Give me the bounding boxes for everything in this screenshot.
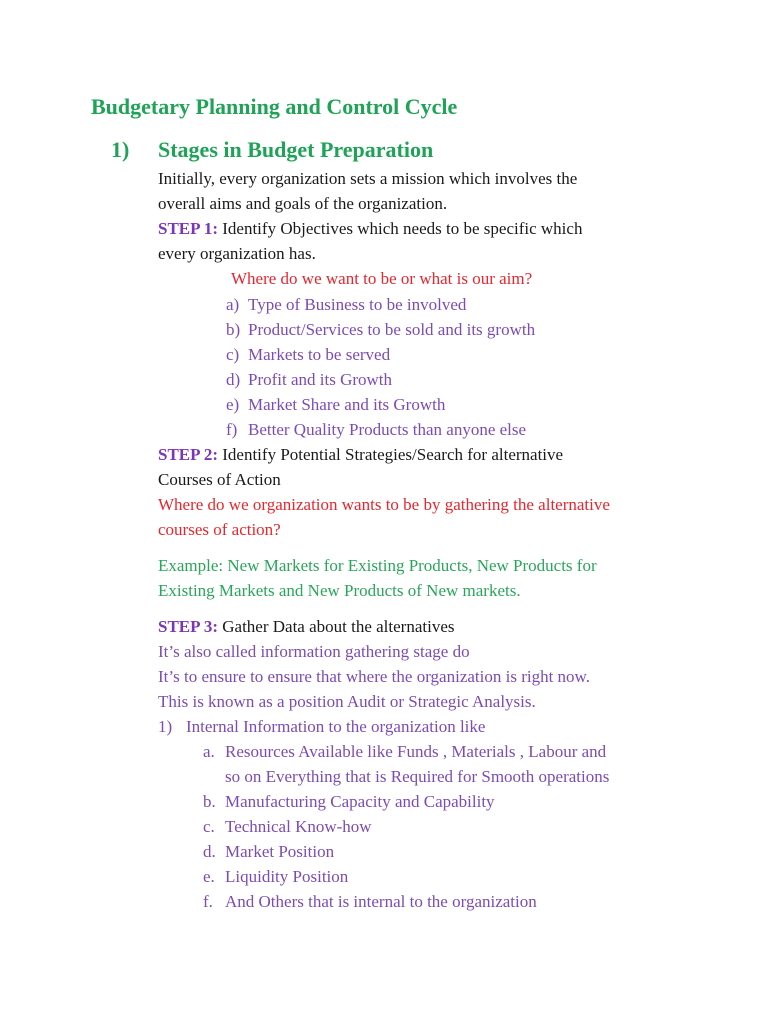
document-title: Budgetary Planning and Control Cycle <box>91 94 458 119</box>
list-marker: a. <box>203 742 215 761</box>
list-item <box>226 346 390 363</box>
step3-paragraph <box>158 618 454 635</box>
step2-label: STEP 2: <box>158 445 218 464</box>
step1-label: STEP 1: <box>158 219 218 238</box>
list-item <box>226 321 535 338</box>
list-marker: a) <box>226 295 240 314</box>
list-marker: b) <box>226 320 241 339</box>
list-item-text: Technical Know-how <box>225 817 372 836</box>
list-marker: f. <box>203 892 213 911</box>
list-item-text: Liquidity Position <box>225 867 349 886</box>
step3-note: This is known as a position Audit or Strategic Analysis. <box>158 692 536 711</box>
list-item-text: And Others that is internal to the organization <box>225 892 537 911</box>
step3-label: STEP 3: <box>158 617 218 636</box>
step3-note: It’s to ensure to ensure that where the organization is right now. <box>158 667 590 686</box>
internal-info-title: Internal Information to the organization like <box>186 717 486 736</box>
list-item <box>226 421 526 438</box>
sub-list-item <box>203 843 334 860</box>
list-item <box>226 396 445 413</box>
sub-list-item <box>203 868 348 885</box>
list-item-text: Profit and its Growth <box>248 370 393 389</box>
intro-line: Initially, every organization sets a mission which involves the <box>158 169 578 188</box>
list-item <box>226 296 466 313</box>
list-item-text: Product/Services to be sold and its growth <box>248 320 536 339</box>
section-heading: Stages in Budget Preparation <box>158 137 434 162</box>
step2-paragraph <box>158 446 563 463</box>
list-item-text: Better Quality Products than anyone else <box>248 420 527 439</box>
list-marker: d. <box>203 842 216 861</box>
step2-example-continued: Existing Markets and New Products of New markets. <box>158 581 521 600</box>
list-item-text: Markets to be served <box>248 345 391 364</box>
list-marker: f) <box>226 420 238 439</box>
step3-note: It’s also called information gathering stage do <box>158 642 470 661</box>
step3-text: Gather Data about the alternatives <box>218 617 455 636</box>
step2-text: Identify Potential Strategies/Search for alternative <box>218 445 564 464</box>
step2-question: Where do we organization wants to be by gathering the alternative <box>158 495 610 514</box>
list-item-text: Type of Business to be involved <box>248 295 467 314</box>
step1-question: Where do we want to be or what is our aim? <box>231 269 533 288</box>
list-item-text: Market Position <box>225 842 335 861</box>
section-number: 1) <box>111 137 130 162</box>
list-marker: e) <box>226 395 240 414</box>
list-marker: c) <box>226 345 240 364</box>
list-marker: e. <box>203 867 215 886</box>
step1-text-continued: every organization has. <box>158 244 316 263</box>
sub-list-item-continued: so on Everything that is Required for Smooth operations <box>225 767 610 786</box>
step2-example: Example: New Markets for Existing Products, New Products for <box>158 556 597 575</box>
sub-list-item <box>203 743 606 760</box>
list-marker: 1) <box>158 717 173 736</box>
step2-question-continued: courses of action? <box>158 520 281 539</box>
list-item <box>226 371 392 388</box>
step1-paragraph <box>158 220 582 237</box>
list-item-text: Manufacturing Capacity and Capability <box>225 792 495 811</box>
list-item-text: Resources Available like Funds , Materials , Labour and <box>225 742 607 761</box>
list-marker: c. <box>203 817 215 836</box>
list-marker: d) <box>226 370 241 389</box>
list-item-text: Market Share and its Growth <box>248 395 446 414</box>
sub-list-item <box>203 818 372 835</box>
sub-list-item <box>203 793 495 810</box>
step2-text-continued: Courses of Action <box>158 470 281 489</box>
step1-text: Identify Objectives which needs to be specific which <box>218 219 583 238</box>
internal-info-heading <box>158 718 485 735</box>
sub-list-item <box>203 893 537 910</box>
intro-line: overall aims and goals of the organization. <box>158 194 448 213</box>
list-marker: b. <box>203 792 216 811</box>
